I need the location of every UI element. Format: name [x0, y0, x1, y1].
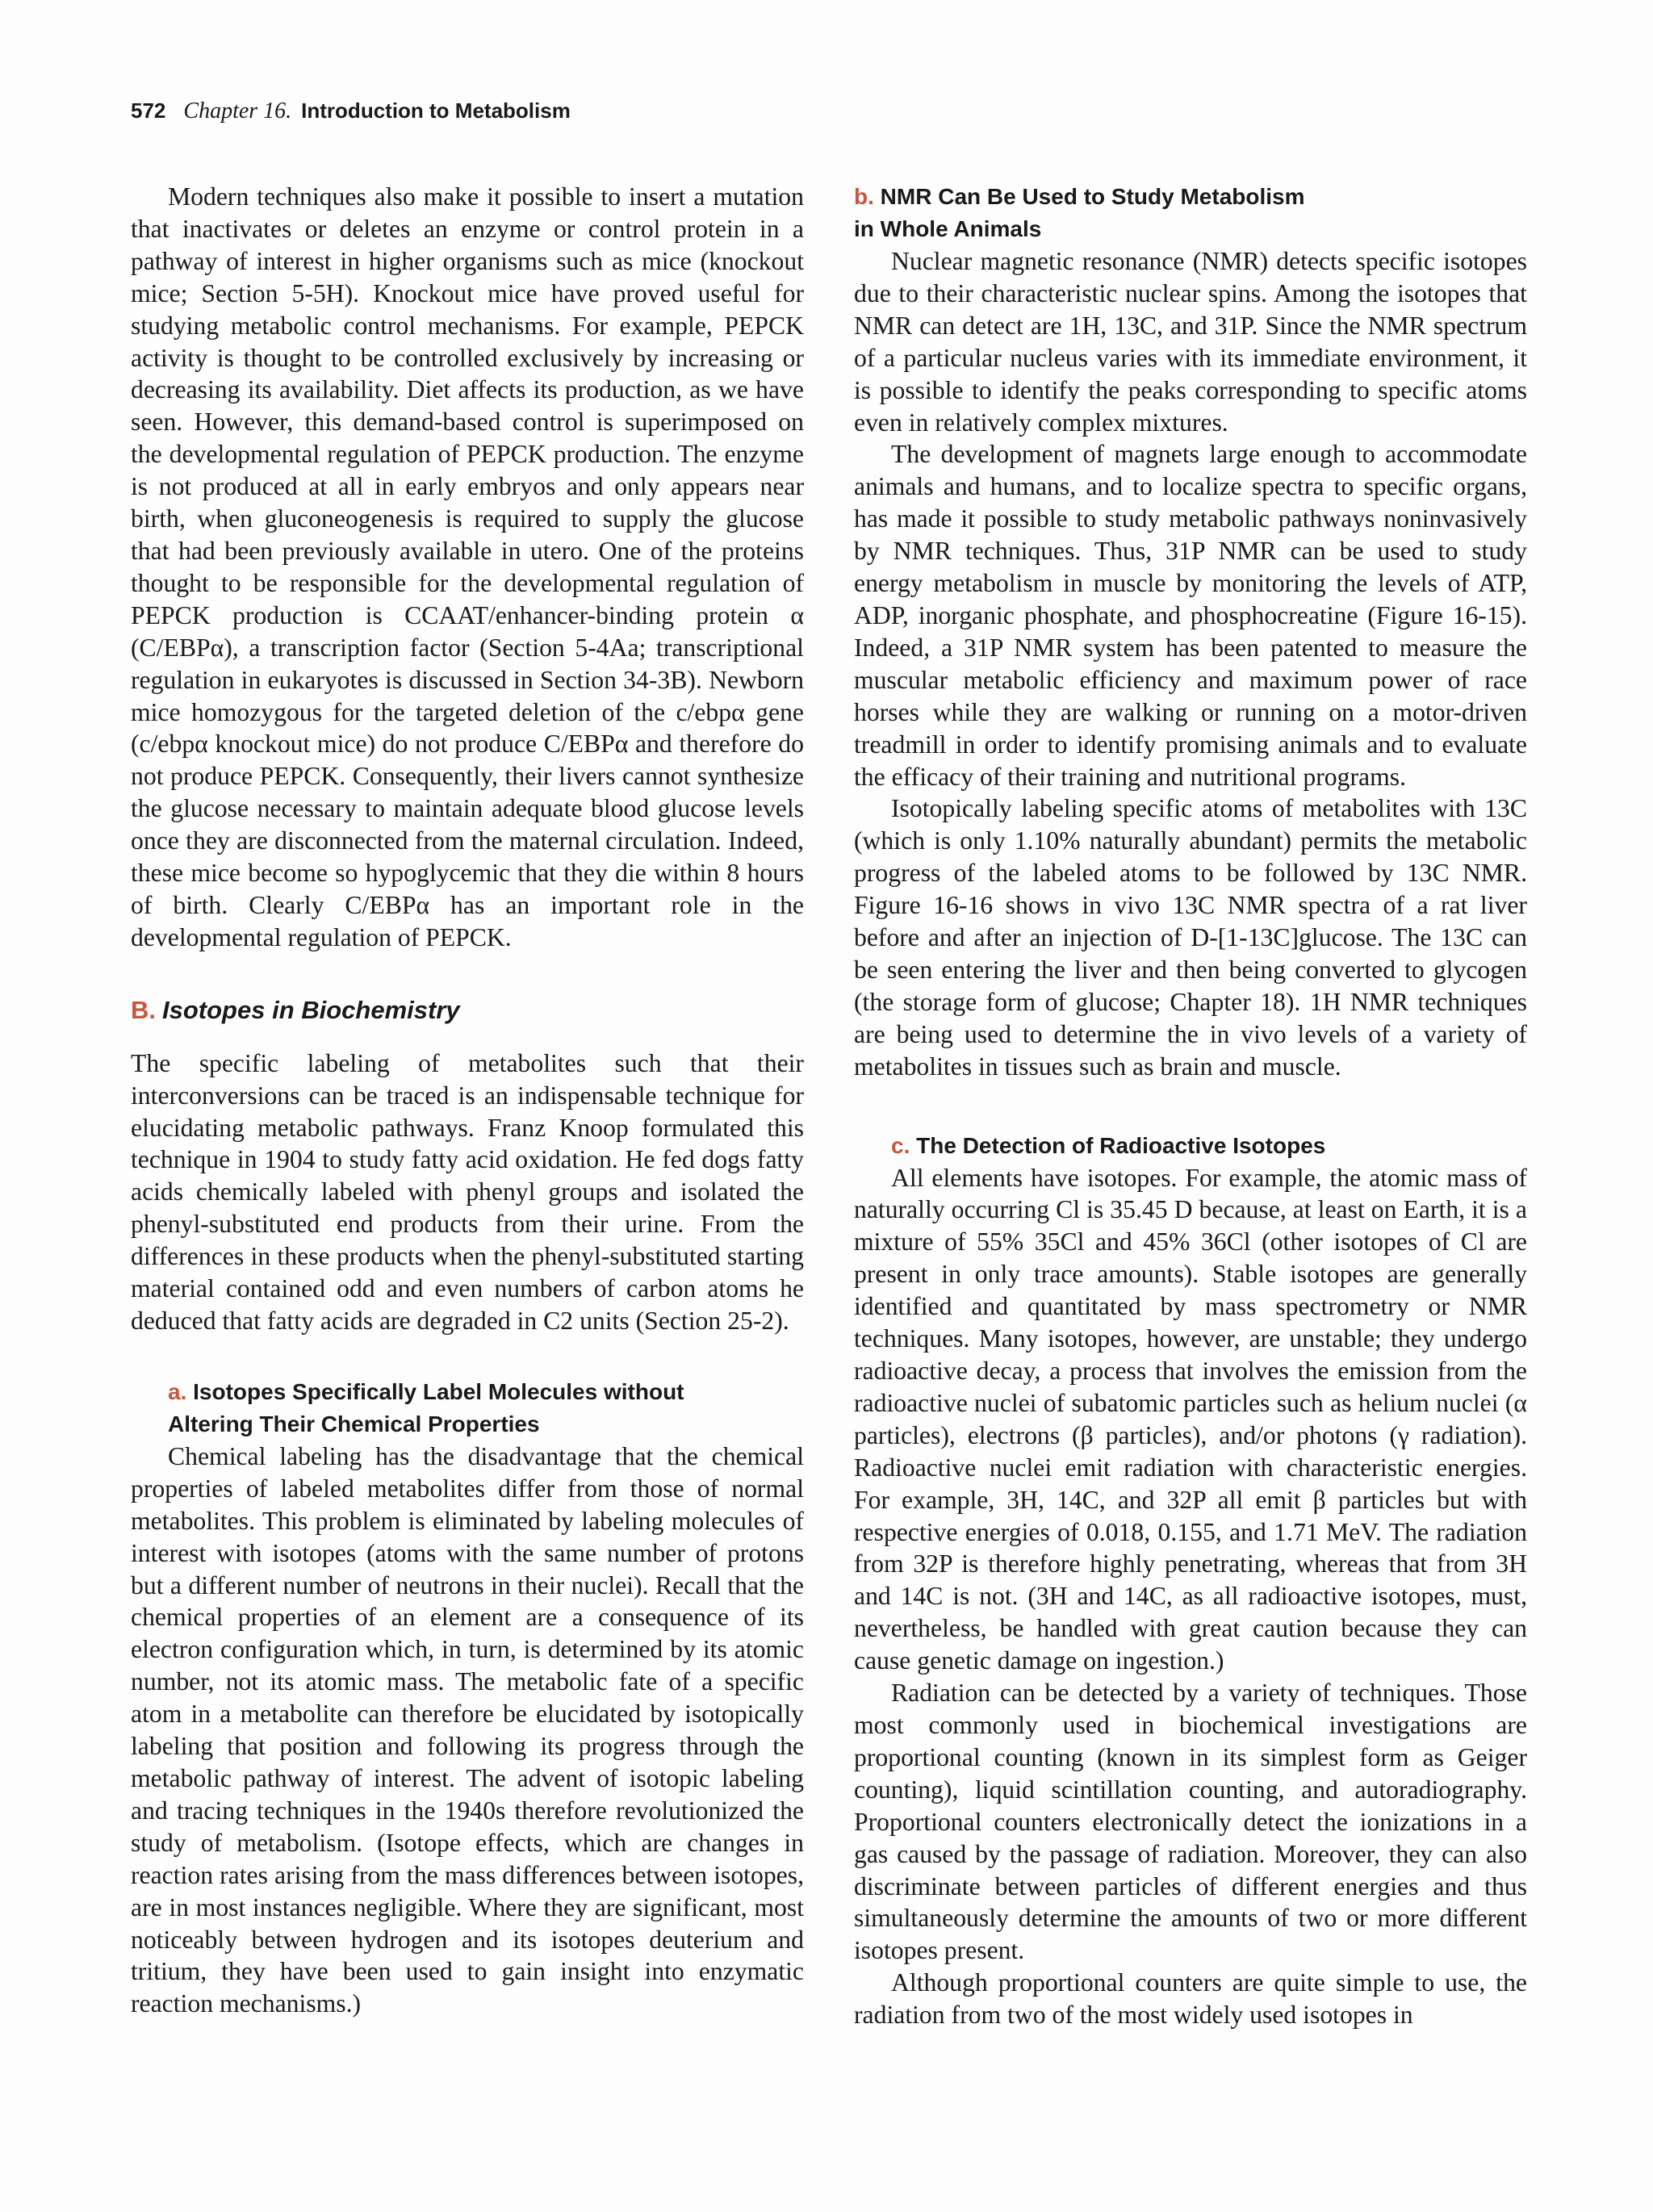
paragraph-proportional-counters: Although proportional counters are quite simple to use, the radiation from two of the most widely used isotopes in [854, 1968, 1527, 2030]
subsection-title: The Detection of Radioactive Isotopes [916, 1132, 1326, 1158]
chapter-title: Introduction to Metabolism [301, 98, 571, 123]
subsection-title-line-2: in Whole Animals [854, 216, 1042, 241]
section-title: Isotopes in Biochemistry [162, 995, 460, 1024]
subsection-title-line-2: Altering Their Chemical Properties [168, 1411, 540, 1436]
subsection-letter: c. [891, 1132, 910, 1158]
subsection-heading-b [854, 181, 1527, 245]
paragraph-knockout-mice: Modern techniques also make it possible to insert a mutation that inactivates or deletes an enzyme or control protein in a pathway of interest in higher organisms such as mice (knockout mice; Section 5-5H). Knockout mice have proved useful for studying metabolic control mechanisms. For example, PEPCK activity is thought to be controlled exclusively by increasing or decreasing its availability. Diet affects its production, as we have seen. However, this demand-based control is superimposed on the developmental regulation of PEPCK production. The enzyme is not produced at all in early embryos and only appears near birth, when gluconeogenesis is required to supply the glucose that had been previously available in utero. One of the proteins thought to be responsible for the developmental regulation of PEPCK production is CCAAT/enhancer-binding protein α (C/EBPα), a transcription factor (Section 5-4Aa; transcriptional regulation in eukaryotes is discussed in Section 34-3B). Newborn mice homozygous for the targeted deletion of the c/ebpα gene (c/ebpα knockout mice) do not produce C/EBPα and therefore do not produce PEPCK. Consequently, their livers cannot synthesize the glucose necessary to maintain adequate blood glucose levels once they are disconnected from the maternal circulation. Indeed, these mice become so hypoglycemic that they die within 8 hours of birth. Clearly C/EBPα has an important role in the developmental regulation of PEPCK. [131, 182, 804, 951]
paragraph-nmr-isotopes: Nuclear magnetic resonance (NMR) detects specific isotopes due to their characteristic nuclear spins. Among the isotopes that NMR can detect are 1H, 13C, and 31P. Since the NMR spectrum of a particular nucleus varies with its immediate environment, it is possible to identify the peaks corresponding to specific atoms even in relatively complex mixtures. [854, 247, 1527, 437]
paragraph-13c-labeling: Isotopically labeling specific atoms of metabolites with 13C (which is only 1.10% naturally abundant) permits the metabolic progress of the labeled atoms to be followed by 13C NMR. Figure 16-16 shows in vivo 13C NMR spectra of a rat liver before and after an injection of D-[1-13C]glucose. The 13C can be seen entering the liver and then being converted to glycogen (the storage form of glucose; Chapter 18). 1H NMR techniques are being used to determine the in vivo levels of a variety of metabolites in tissues such as brain and muscle. [854, 794, 1527, 1081]
left-column [131, 181, 804, 2020]
running-head [131, 98, 571, 131]
subsection-title-line-1: Isotopes Specifically Label Molecules without [193, 1378, 684, 1404]
subsection-title-line-1: NMR Can Be Used to Study Metabolism [880, 184, 1305, 209]
subsection-letter: a. [168, 1378, 187, 1404]
paragraph-radiation-detection: Radiation can be detected by a variety of techniques. Those most commonly used in biochemical investigations are proportional counting (known in its simplest form as Geiger counting), liquid scintillation counting, and autoradiography. Proportional counters electronically detect the ionizations in a gas caused by the passage of radiation. Moreover, they can also discriminate between particles of different energies and thus simultaneously determine the amounts of two or more different isotopes present. [854, 1679, 1527, 1965]
subsection-letter: b. [854, 184, 874, 209]
chapter-label: Chapter 16. [183, 98, 292, 123]
subsection-heading-a [131, 1376, 804, 1441]
paragraph-nmr-magnets: The development of magnets large enough to accommodate animals and humans, and to localize spectra to specific organs, has made it possible to study metabolic pathways noninvasively by NMR techniques. Thus, 31P NMR can be used to study energy metabolism in muscle by monitoring the levels of ATP, ADP, inorganic phosphate, and phosphocreatine (Figure 16-15). Indeed, a 31P NMR system has been patented to measure the muscular metabolic efficiency and maximum power of race horses while they are walking or running on a motor-driven treadmill in order to identify promising animals and to evaluate the efficacy of their training and nutritional programs. [854, 440, 1527, 791]
subsection-heading-c [854, 1130, 1527, 1162]
paragraph-specific-labeling: The specific labeling of metabolites such that their interconversions can be traced is an indispensable technique for elucidating metabolic pathways. Franz Knoop formulated this technique in 1904 to study fatty acid oxidation. He fed dogs fatty acids chemically labeled with phenyl groups and isolated the phenyl-substituted end products from their urine. From the differences in these products when the phenyl-substituted starting material contained odd and even numbers of carbon atoms he deduced that fatty acids are degraded in C2 units (Section 25-2). [131, 1048, 804, 1335]
page-number: 572 [131, 98, 166, 123]
section-letter: B. [131, 995, 156, 1024]
paragraph-chemical-labeling: Chemical labeling has the disadvantage that the chemical properties of labeled metabolites differ from those of normal metabolites. This problem is eliminated by labeling molecules of interest with isotopes (atoms with the same number of protons but a different number of neutrons in their nuclei). Recall that the chemical properties of an element are a consequence of its electron configuration which, in turn, is determined by its atomic number, not its atomic mass. The metabolic fate of a specific atom in a metabolite can therefore be elucidated by isotopically labeling that position and following its progress through the metabolic pathway of interest. The advent of isotopic labeling and tracing techniques in the 1940s therefore revolutionized the study of metabolism. (Isotope effects, which are changes in reaction rates arising from the mass differences between isotopes, are in most instances negligible. Where they are significant, most noticeably between hydrogen and its isotopes deuterium and tritium, they have been used to gain insight into enzymatic reaction mechanisms.) [131, 1441, 804, 2018]
paragraph-radioactive-isotopes: All elements have isotopes. For example, the atomic mass of naturally occurring Cl is 35.45 D because, at least on Earth, it is a mixture of 55% 35Cl and 45% 36Cl (other isotopes of Cl are present in only trace amounts). Stable isotopes are generally identified and quantitated by mass spectrometry or NMR techniques. Many isotopes, however, are unstable; they undergo radioactive decay, a process that involves the emission from the radioactive nuclei of subatomic particles such as helium nuclei (α particles), electrons (β particles), and/or photons (γ radiation). Radioactive nuclei emit radiation with characteristic energies. For example, 3H, 14C, and 32P all emit β particles but with respective energies of 0.018, 0.155, and 1.71 MeV. The radiation from 32P is therefore highly penetrating, whereas that from 3H and 14C is not. (3H and 14C, as all radioactive isotopes, must, nevertheless, be handled with great caution because they can cause genetic damage on ingestion.) [854, 1163, 1527, 1675]
right-column [854, 181, 1527, 2031]
section-heading-b [131, 994, 804, 1027]
